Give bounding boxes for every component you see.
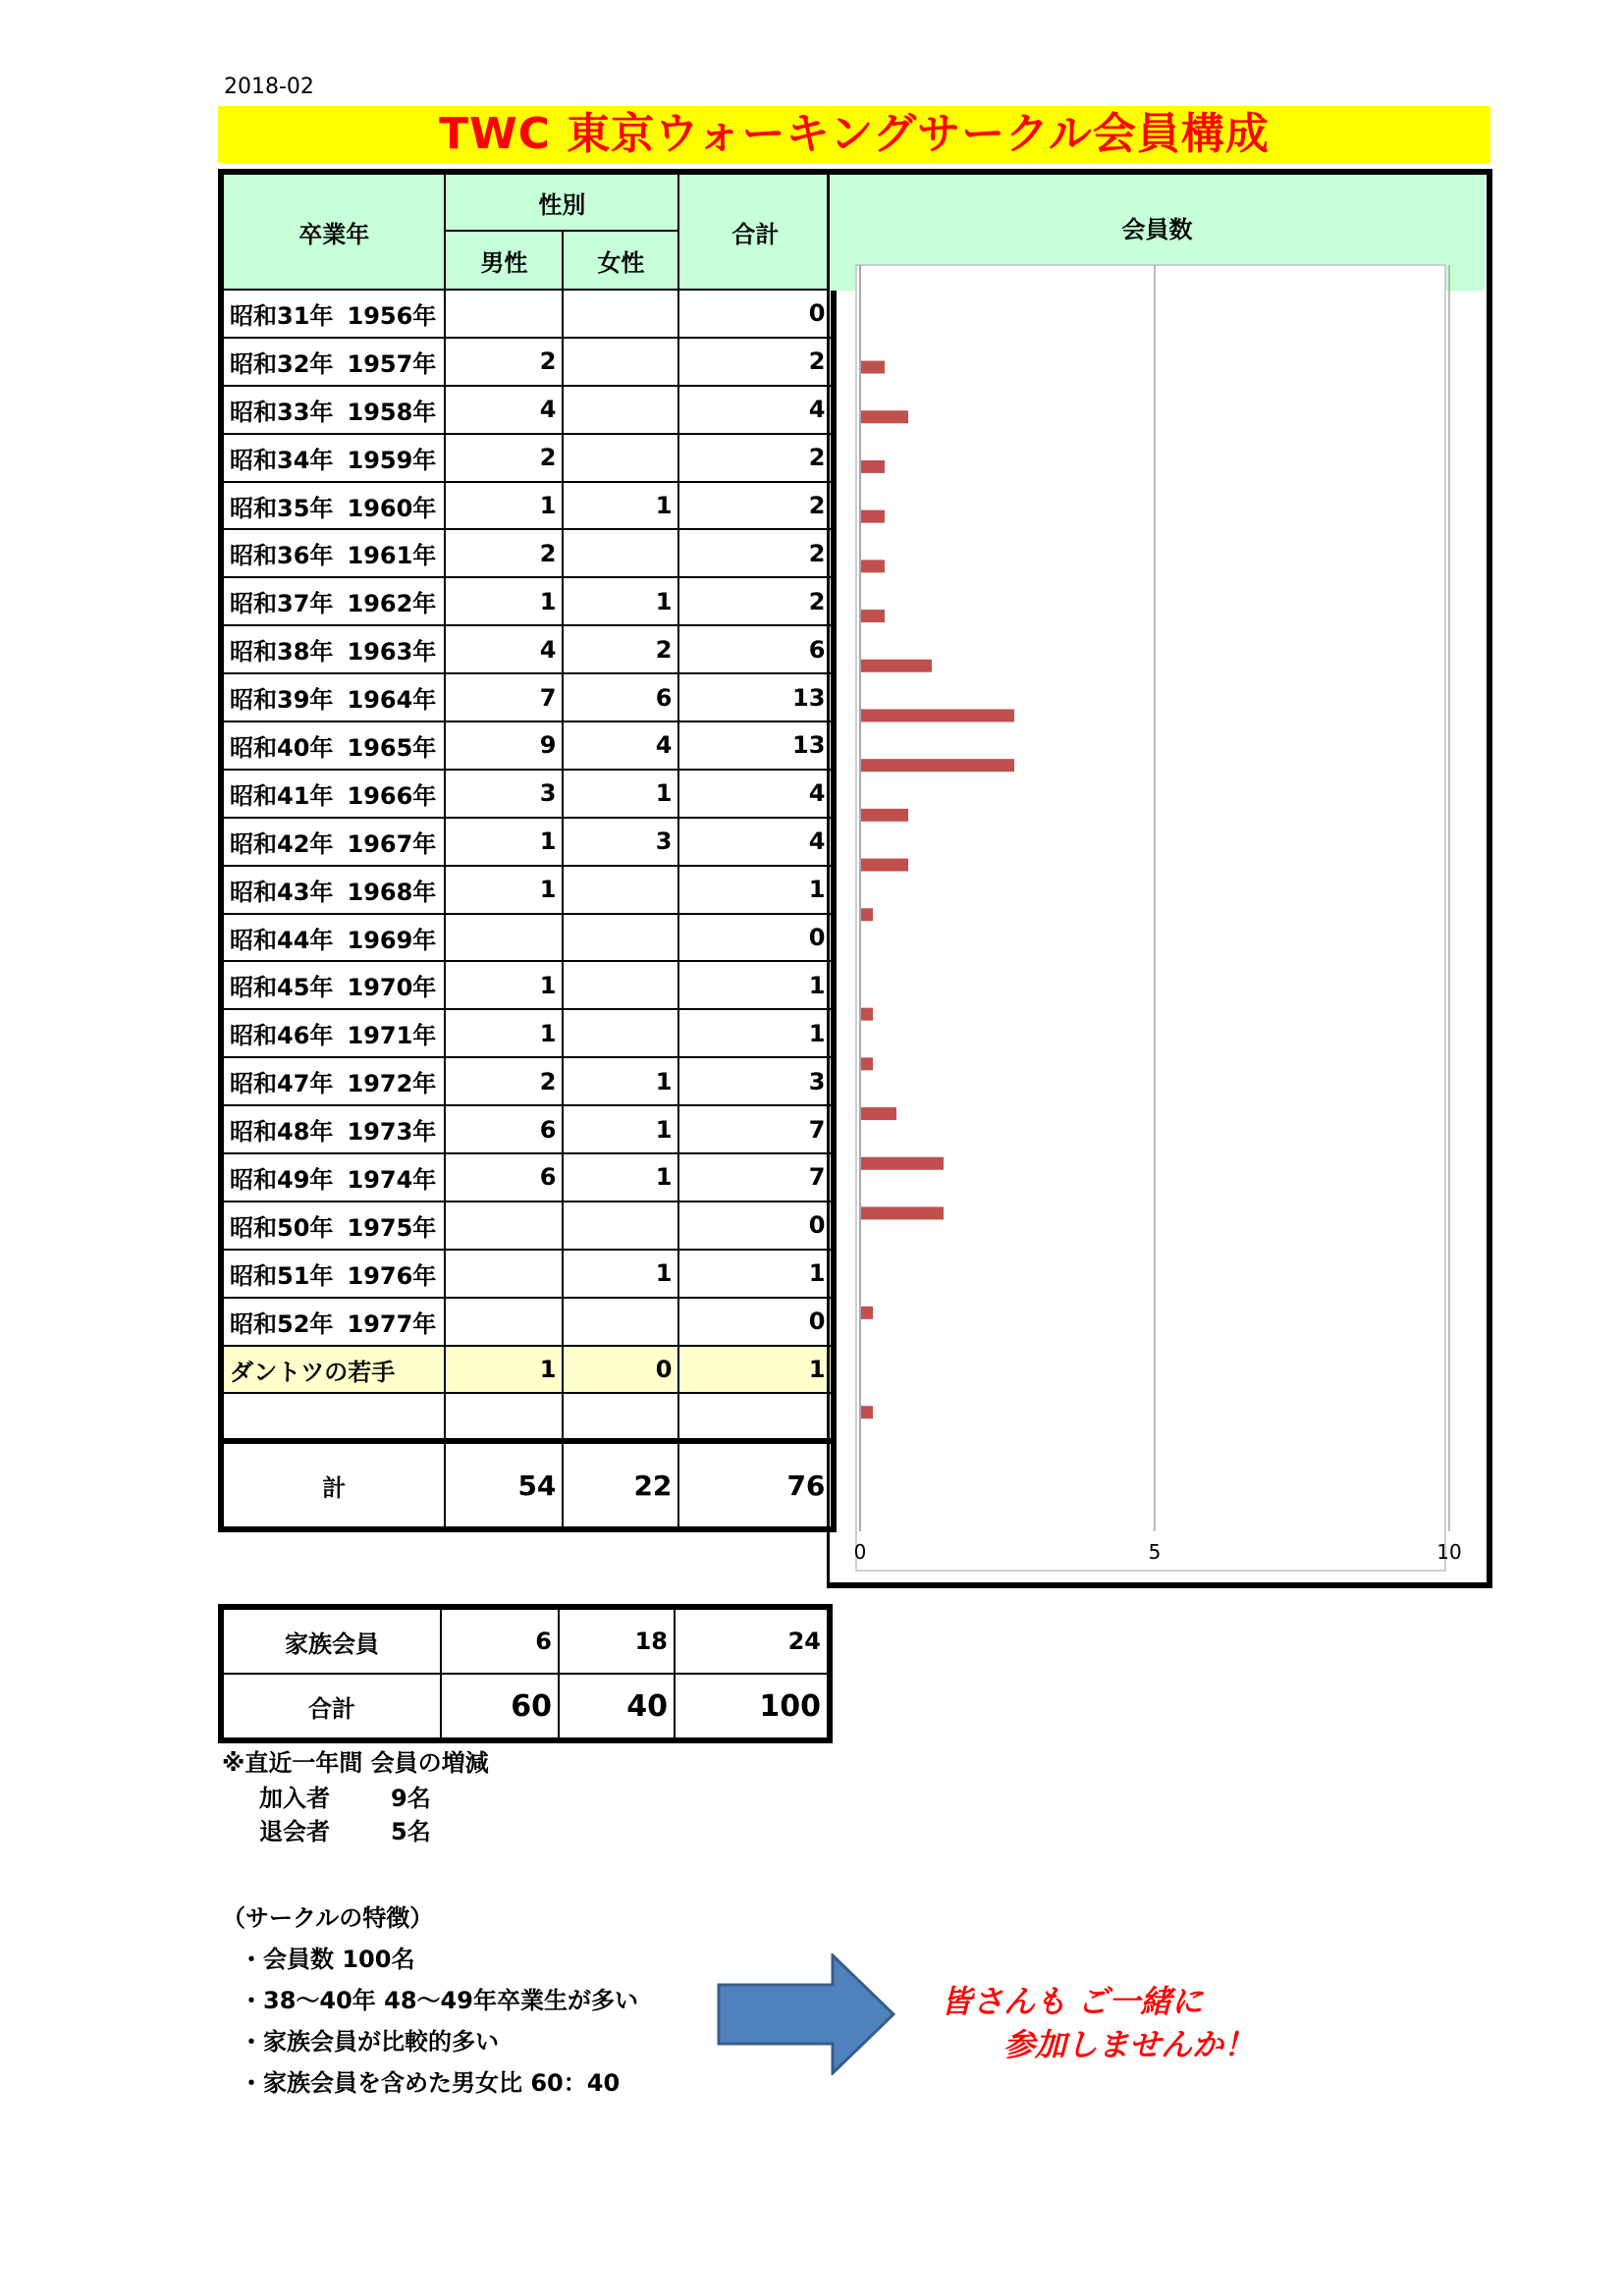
family-label: 家族会員 bbox=[221, 1607, 441, 1674]
female-count-cell bbox=[563, 338, 678, 386]
table-row bbox=[221, 290, 834, 338]
chart-bar bbox=[861, 1406, 873, 1418]
male-count-cell: 6 bbox=[445, 1153, 563, 1201]
era-year-cell: 昭和32年 bbox=[221, 338, 339, 386]
era-year-cell: 昭和43年 bbox=[221, 866, 339, 914]
left-value: 5名 bbox=[391, 1818, 431, 1845]
female-count-cell: 3 bbox=[563, 818, 678, 866]
header-female: 女性 bbox=[563, 231, 678, 290]
male-count-cell: 3 bbox=[445, 770, 563, 818]
era-year-cell: 昭和36年 bbox=[221, 529, 339, 577]
western-year-cell: 1969年 bbox=[339, 914, 445, 962]
chart-bar bbox=[861, 1107, 896, 1120]
features-heading: （サークルの特徴） bbox=[222, 1904, 434, 1932]
chart-bar bbox=[861, 560, 885, 572]
total-count-cell: 2 bbox=[678, 482, 834, 530]
feature-item: ・家族会員が比較的多い bbox=[240, 2028, 499, 2056]
western-year-cell: 1961年 bbox=[339, 529, 445, 577]
male-count-cell: 2 bbox=[445, 1057, 563, 1105]
era-year-cell: 昭和37年 bbox=[221, 577, 339, 625]
western-year-cell: 1970年 bbox=[339, 961, 445, 1009]
western-year-cell: 1974年 bbox=[339, 1153, 445, 1201]
male-count-cell: 2 bbox=[445, 529, 563, 577]
western-year-cell: 1973年 bbox=[339, 1105, 445, 1153]
header-gender: 性別 bbox=[445, 172, 678, 231]
family-row bbox=[221, 1607, 830, 1674]
male-count-cell bbox=[445, 1201, 563, 1250]
family-male: 6 bbox=[441, 1607, 559, 1674]
female-count-cell bbox=[563, 914, 678, 962]
western-year-cell: 1968年 bbox=[339, 866, 445, 914]
table-row bbox=[221, 577, 834, 625]
grand-total-male: 60 bbox=[441, 1674, 559, 1740]
total-count-cell: 0 bbox=[678, 1201, 834, 1250]
female-count-cell: 1 bbox=[563, 482, 678, 530]
male-count-cell bbox=[445, 1298, 563, 1346]
table-row bbox=[221, 721, 834, 770]
era-year-cell: 昭和46年 bbox=[221, 1009, 339, 1057]
male-count-cell: 4 bbox=[445, 386, 563, 434]
male-count-cell: 1 bbox=[445, 866, 563, 914]
table-row bbox=[221, 434, 834, 482]
chart-tick-label: 0 bbox=[853, 1540, 867, 1564]
male-count-cell bbox=[445, 290, 563, 338]
sum-label: 計 bbox=[221, 1441, 445, 1529]
table-row bbox=[221, 1105, 834, 1153]
table-row bbox=[221, 1009, 834, 1057]
western-year-cell: 1957年 bbox=[339, 338, 445, 386]
total-count-cell: 2 bbox=[678, 434, 834, 482]
era-year-cell: 昭和45年 bbox=[221, 961, 339, 1009]
era-year-cell: 昭和34年 bbox=[221, 434, 339, 482]
male-count-cell: 1 bbox=[445, 577, 563, 625]
western-year-cell: 1972年 bbox=[339, 1057, 445, 1105]
era-year-cell: 昭和40年 bbox=[221, 721, 339, 770]
western-year-cell: 1967年 bbox=[339, 818, 445, 866]
empty-cell bbox=[445, 1393, 563, 1441]
female-count-cell bbox=[563, 961, 678, 1009]
female-count-cell bbox=[563, 1298, 678, 1346]
chart-bar bbox=[861, 709, 1014, 721]
table-row bbox=[221, 1057, 834, 1105]
document-date: 2018-02 bbox=[224, 75, 314, 99]
male-count-cell bbox=[445, 914, 563, 962]
grand-total-all: 100 bbox=[675, 1674, 830, 1740]
table-row bbox=[221, 866, 834, 914]
page-title: TWC 東京ウォーキングサークル会員構成 bbox=[439, 109, 1270, 159]
western-year-cell: 1977年 bbox=[339, 1298, 445, 1346]
left-label: 退会者 bbox=[259, 1818, 330, 1845]
total-count-cell: 2 bbox=[678, 577, 834, 625]
empty-cell bbox=[221, 1393, 339, 1441]
female-count-cell: 1 bbox=[563, 1153, 678, 1201]
total-count-cell: 0 bbox=[678, 914, 834, 962]
special-row bbox=[221, 1346, 834, 1394]
chart-bar bbox=[861, 809, 908, 822]
western-year-cell: 1959年 bbox=[339, 434, 445, 482]
chart-bar bbox=[861, 908, 873, 921]
sum-row bbox=[221, 1441, 834, 1529]
sum-male: 54 bbox=[445, 1441, 563, 1529]
era-year-cell: 昭和48年 bbox=[221, 1105, 339, 1153]
total-count-cell: 1 bbox=[678, 961, 834, 1009]
total-count-cell: 13 bbox=[678, 673, 834, 721]
chart-bar bbox=[861, 660, 932, 672]
empty-cell bbox=[339, 1393, 445, 1441]
header-total: 合計 bbox=[678, 172, 834, 290]
western-year-cell: 1962年 bbox=[339, 577, 445, 625]
invite-text-line2: 参加しませんか！ bbox=[1003, 2026, 1256, 2063]
table-row bbox=[221, 1298, 834, 1346]
female-count-cell: 2 bbox=[563, 625, 678, 673]
era-year-cell: 昭和47年 bbox=[221, 1057, 339, 1105]
female-count-cell: 6 bbox=[563, 673, 678, 721]
male-count-cell: 4 bbox=[445, 625, 563, 673]
grand-total-label: 合計 bbox=[221, 1674, 441, 1740]
table-row bbox=[221, 914, 834, 962]
table-row bbox=[221, 818, 834, 866]
male-count-cell: 1 bbox=[445, 1009, 563, 1057]
female-count-cell bbox=[563, 290, 678, 338]
chart-bar bbox=[861, 759, 1014, 772]
era-year-cell: 昭和31年 bbox=[221, 290, 339, 338]
total-count-cell: 0 bbox=[678, 1298, 834, 1346]
chart-bar bbox=[861, 1008, 873, 1021]
table-row bbox=[221, 1201, 834, 1250]
total-count-cell: 2 bbox=[678, 338, 834, 386]
female-count-cell bbox=[563, 1009, 678, 1057]
chart-tick-label: 5 bbox=[1148, 1540, 1162, 1564]
total-count-cell: 13 bbox=[678, 721, 834, 770]
table-row bbox=[221, 1250, 834, 1298]
total-count-cell: 7 bbox=[678, 1105, 834, 1153]
feature-item: ・家族会員を含めた男女比 60：40 bbox=[240, 2069, 621, 2097]
right-arrow-icon bbox=[717, 1953, 897, 2075]
female-count-cell bbox=[563, 1201, 678, 1250]
empty-row bbox=[221, 1393, 834, 1441]
male-count-cell: 1 bbox=[445, 482, 563, 530]
era-year-cell: 昭和41年 bbox=[221, 770, 339, 818]
empty-cell bbox=[678, 1393, 834, 1441]
invite-text-line1: 皆さんも ご一緒に bbox=[941, 1983, 1204, 2020]
table-row bbox=[221, 1153, 834, 1201]
total-count-cell: 4 bbox=[678, 386, 834, 434]
chart-bar bbox=[861, 1307, 873, 1319]
total-count-cell: 1 bbox=[678, 1009, 834, 1057]
special-row-female: 0 bbox=[563, 1346, 678, 1394]
chart-bar bbox=[861, 361, 885, 374]
total-count-cell: 7 bbox=[678, 1153, 834, 1201]
special-row-label: ダントツの若手 bbox=[221, 1346, 445, 1394]
table-row bbox=[221, 482, 834, 530]
total-count-cell: 1 bbox=[678, 1250, 834, 1298]
special-row-total: 1 bbox=[678, 1346, 834, 1394]
chart-bar bbox=[861, 1157, 944, 1170]
change-heading: ※直近一年間 会員の増減 bbox=[222, 1749, 489, 1777]
table-row bbox=[221, 529, 834, 577]
total-count-cell: 3 bbox=[678, 1057, 834, 1105]
female-count-cell: 1 bbox=[563, 770, 678, 818]
sum-female: 22 bbox=[563, 1441, 678, 1529]
female-count-cell bbox=[563, 529, 678, 577]
western-year-cell: 1958年 bbox=[339, 386, 445, 434]
western-year-cell: 1975年 bbox=[339, 1201, 445, 1250]
chart-bar bbox=[861, 510, 885, 523]
female-count-cell: 1 bbox=[563, 577, 678, 625]
male-count-cell bbox=[445, 1250, 563, 1298]
era-year-cell: 昭和35年 bbox=[221, 482, 339, 530]
total-count-cell: 6 bbox=[678, 625, 834, 673]
female-count-cell bbox=[563, 386, 678, 434]
empty-cell bbox=[563, 1393, 678, 1441]
era-year-cell: 昭和50年 bbox=[221, 1201, 339, 1250]
male-count-cell: 1 bbox=[445, 818, 563, 866]
western-year-cell: 1956年 bbox=[339, 290, 445, 338]
era-year-cell: 昭和44年 bbox=[221, 914, 339, 962]
family-table bbox=[218, 1604, 833, 1743]
male-count-cell: 6 bbox=[445, 1105, 563, 1153]
female-count-cell: 1 bbox=[563, 1250, 678, 1298]
total-count-cell: 1 bbox=[678, 866, 834, 914]
total-count-cell: 0 bbox=[678, 290, 834, 338]
sum-total: 76 bbox=[678, 1441, 834, 1529]
era-year-cell: 昭和39年 bbox=[221, 673, 339, 721]
female-count-cell: 4 bbox=[563, 721, 678, 770]
header-graduation-year: 卒業年 bbox=[221, 172, 445, 290]
chart-tick-label: 10 bbox=[1436, 1540, 1462, 1564]
western-year-cell: 1971年 bbox=[339, 1009, 445, 1057]
western-year-cell: 1976年 bbox=[339, 1250, 445, 1298]
feature-item: ・会員数 100名 bbox=[240, 1946, 415, 1973]
chart-bar bbox=[861, 859, 908, 872]
western-year-cell: 1965年 bbox=[339, 721, 445, 770]
female-count-cell bbox=[563, 866, 678, 914]
era-year-cell: 昭和33年 bbox=[221, 386, 339, 434]
male-count-cell: 2 bbox=[445, 338, 563, 386]
female-count-cell: 1 bbox=[563, 1057, 678, 1105]
family-female: 18 bbox=[559, 1607, 675, 1674]
table-row bbox=[221, 338, 834, 386]
western-year-cell: 1966年 bbox=[339, 770, 445, 818]
total-count-cell: 4 bbox=[678, 818, 834, 866]
female-count-cell bbox=[563, 434, 678, 482]
total-count-cell: 4 bbox=[678, 770, 834, 818]
chart-bar bbox=[861, 410, 908, 423]
membership-table bbox=[218, 169, 837, 1532]
grand-total-female: 40 bbox=[559, 1674, 675, 1740]
table-row bbox=[221, 625, 834, 673]
family-total: 24 bbox=[675, 1607, 830, 1674]
joined-label: 加入者 bbox=[259, 1785, 330, 1812]
male-count-cell: 7 bbox=[445, 673, 563, 721]
male-count-cell: 9 bbox=[445, 721, 563, 770]
era-year-cell: 昭和49年 bbox=[221, 1153, 339, 1201]
male-count-cell: 2 bbox=[445, 434, 563, 482]
era-year-cell: 昭和51年 bbox=[221, 1250, 339, 1298]
chart-bar bbox=[861, 610, 885, 622]
header-male: 男性 bbox=[445, 231, 563, 290]
table-row bbox=[221, 961, 834, 1009]
table-row bbox=[221, 386, 834, 434]
total-count-cell: 2 bbox=[678, 529, 834, 577]
chart-bar bbox=[861, 460, 885, 473]
male-count-cell: 1 bbox=[445, 961, 563, 1009]
joined-value: 9名 bbox=[391, 1785, 431, 1812]
chart-plot-area bbox=[853, 265, 1445, 1571]
chart-bar bbox=[861, 1057, 873, 1070]
grand-total-row bbox=[221, 1674, 830, 1740]
special-row-male: 1 bbox=[445, 1346, 563, 1394]
table-row bbox=[221, 673, 834, 721]
era-year-cell: 昭和42年 bbox=[221, 818, 339, 866]
feature-item: ・38～40年 48～49年卒業生が多い bbox=[240, 1987, 638, 2014]
female-count-cell: 1 bbox=[563, 1105, 678, 1153]
chart-title: 会員数 bbox=[1121, 216, 1193, 243]
western-year-cell: 1960年 bbox=[339, 482, 445, 530]
era-year-cell: 昭和38年 bbox=[221, 625, 339, 673]
chart-bar bbox=[861, 1206, 944, 1219]
era-year-cell: 昭和52年 bbox=[221, 1298, 339, 1346]
members-bar-chart bbox=[830, 175, 1485, 1578]
western-year-cell: 1963年 bbox=[339, 625, 445, 673]
table-row bbox=[221, 770, 834, 818]
western-year-cell: 1964年 bbox=[339, 673, 445, 721]
